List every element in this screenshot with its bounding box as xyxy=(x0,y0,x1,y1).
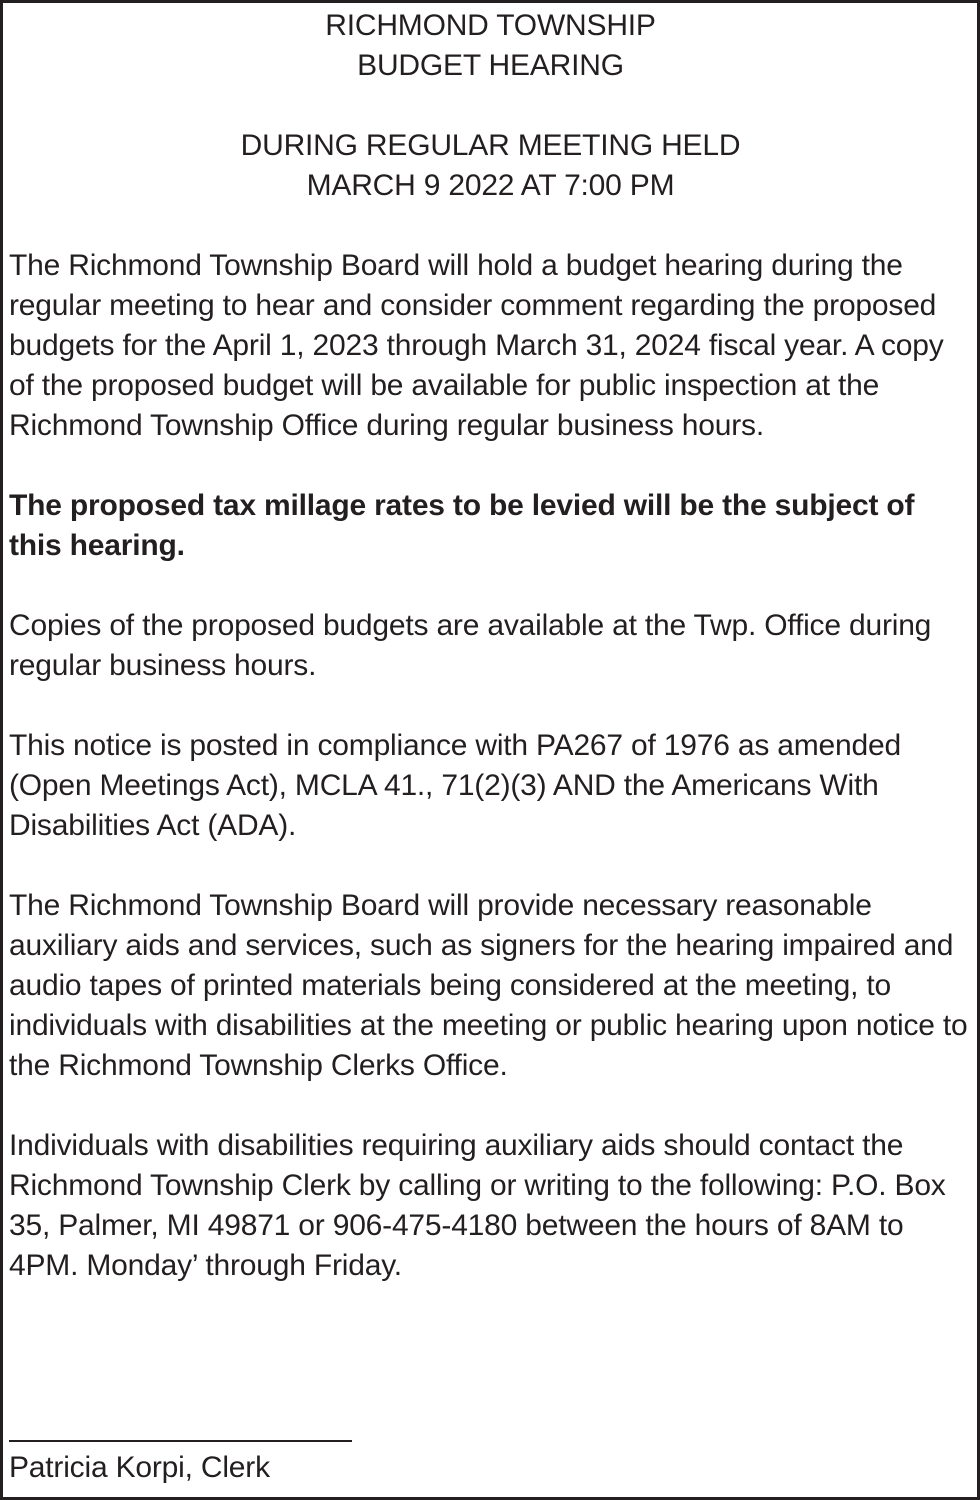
paragraph-hearing-purpose: The Richmond Township Board will hold a budget hearing during the regular meeting to hear and consider comment regarding the proposed budgets for the April 1, 2023 through March 31, 2024 fiscal year. A copy of the proposed budget will be available for public inspection at the Richmond Township Office during regular business hours. xyxy=(9,249,944,442)
paragraph-compliance: This notice is posted in compliance with PA267 of 1976 as amended (Open Meetings Act), MCLA 41., 71(2)(3) AND the Americans With Disabilities Act (ADA). xyxy=(9,729,901,842)
notice-title: BUDGET HEARING xyxy=(357,49,624,82)
spacer xyxy=(9,86,972,126)
meeting-date: MARCH 9 2022 AT 7:00 PM xyxy=(306,169,675,202)
spacer xyxy=(9,846,972,886)
spacer xyxy=(9,1086,972,1126)
paragraph-contact-info: Individuals with disabilities requiring auxiliary aids should contact the Richmond Township Clerk by calling or writing to the following: P.O. Box 35, Palmer, MI 49871 or 906-475-4180 between the hours of 8AM to 4PM. Monday’ through Friday. xyxy=(9,1129,946,1282)
signature-line xyxy=(9,1440,352,1442)
paragraph-auxiliary-aids: The Richmond Township Board will provide necessary reasonable auxiliary aids and services, such as signers for the hearing impaired and audio tapes of printed materials being considered at the meeting, to individuals with disabilities at the meeting or public hearing upon notice to the Richmond Township Clerks Office. xyxy=(9,889,968,1082)
spacer xyxy=(9,206,972,246)
paragraph-budget-copies: Copies of the proposed budgets are available at the Twp. Office during regular business hours. xyxy=(9,609,932,682)
paragraph-millage-subject: The proposed tax millage rates to be levied will be the subject of this hearing. xyxy=(9,489,915,562)
clerk-signature-name: Patricia Korpi, Clerk xyxy=(9,1451,270,1484)
spacer xyxy=(9,566,972,606)
spacer xyxy=(9,686,972,726)
spacer xyxy=(9,446,972,486)
meeting-subtitle: DURING REGULAR MEETING HELD xyxy=(240,129,741,162)
township-name: RICHMOND TOWNSHIP xyxy=(325,9,656,42)
signature-block xyxy=(9,1440,352,1488)
notice-header xyxy=(9,6,972,206)
